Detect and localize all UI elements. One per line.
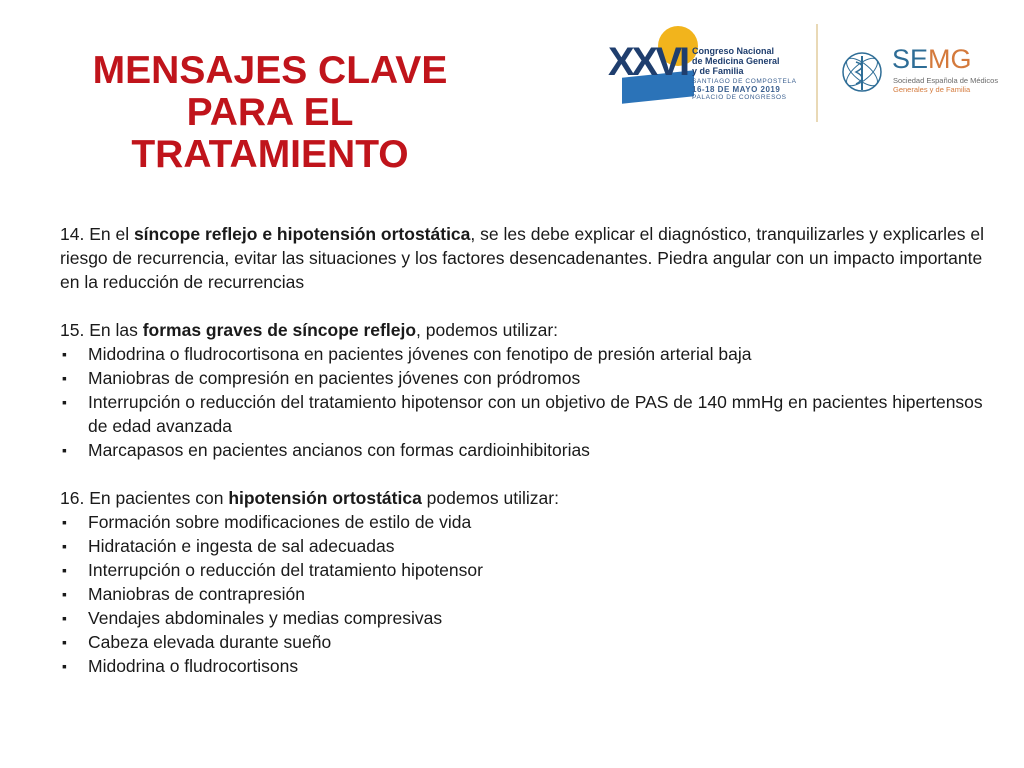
semg-subtitle — [893, 76, 998, 94]
slide-title — [60, 50, 480, 176]
congress-dates: 16-18 DE MAYO 2019 — [692, 85, 781, 94]
section-16-heading — [60, 486, 990, 510]
semg-sub-1: Sociedad Española de Médicos — [893, 76, 999, 85]
semg-logo — [840, 44, 1010, 104]
list-item: ▪ Vendajes abdominales y medias compresivas — [60, 606, 990, 630]
list-item: ▪ Midodrina o fludrocortisona en pacientes jóvenes con fenotipo de presión arterial baja — [60, 342, 990, 366]
semg-name-a: SE — [892, 44, 929, 74]
list-item: ▪ Cabeza elevada durante sueño — [60, 630, 990, 654]
section-14-suffix: , se les debe explicar el diagnóstico, tranquilizarles y explicarles el riesgo de recurrencia, evitar las situaciones y los factores desencadenantes. Piedra angular con un impacto importante en la reducción de recurrencias — [60, 224, 984, 292]
title-line-2: PARA EL — [186, 91, 354, 134]
section-15-bold: formas graves de síncope reflejo — [142, 320, 417, 340]
congress-line-1: Congreso Nacional — [692, 46, 775, 56]
section-16-suffix: podemos utilizar: — [421, 488, 559, 508]
semg-name-b: MG — [928, 44, 972, 74]
list-item: ▪ Maniobras de compresión en pacientes jóvenes con pródromos — [60, 366, 990, 390]
congress-logo — [600, 22, 810, 102]
congress-line-2: de Medicina General — [692, 56, 780, 66]
list-item: ▪ Interrupción o reducción del tratamiento hipotensor — [60, 558, 990, 582]
semg-name — [892, 44, 972, 75]
section-14-bold: síncope reflejo e hipotensión ortostática — [133, 224, 471, 244]
section-15-prefix: 15. En las — [60, 320, 143, 340]
list-item: ▪ Midodrina o fludrocortisons — [60, 654, 990, 678]
congress-line-3: y de Familia — [692, 66, 744, 76]
section-16-bold: hipotensión ortostática — [228, 488, 422, 508]
logo-divider — [816, 24, 818, 122]
congress-name — [692, 46, 780, 76]
list-item: ▪ Formación sobre modificaciones de estilo de vida — [60, 510, 990, 534]
title-line-1: MENSAJES CLAVE — [92, 49, 448, 92]
section-14-prefix: 14. En el — [60, 224, 134, 244]
list-item: ▪ Hidratación e ingesta de sal adecuadas — [60, 534, 990, 558]
section-16-prefix: 16. En pacientes con — [60, 488, 229, 508]
congress-city: SANTIAGO DE COMPOSTELA — [692, 78, 797, 85]
section-15-heading — [60, 318, 990, 342]
title-line-3: TRATAMIENTO — [131, 133, 409, 176]
congress-numeral: XXVI — [608, 40, 688, 84]
section-15-suffix: , podemos utilizar: — [416, 320, 559, 340]
slide-body — [60, 222, 990, 678]
section-14 — [60, 222, 990, 294]
semg-emblem-icon — [840, 50, 884, 94]
list-item: ▪ Interrupción o reducción del tratamiento hipotensor con un objetivo de PAS de 140 mmHg en pacientes hipertensos de edad avanzada — [60, 390, 990, 438]
congress-venue: PALACIO DE CONGRESOS — [692, 94, 787, 101]
congress-details — [692, 78, 797, 102]
list-item: ▪ Maniobras de contrapresión — [60, 582, 990, 606]
semg-sub-2: Generales y de Familia — [893, 85, 971, 94]
list-item: ▪ Marcapasos en pacientes ancianos con formas cardioinhibitorias — [60, 438, 990, 462]
